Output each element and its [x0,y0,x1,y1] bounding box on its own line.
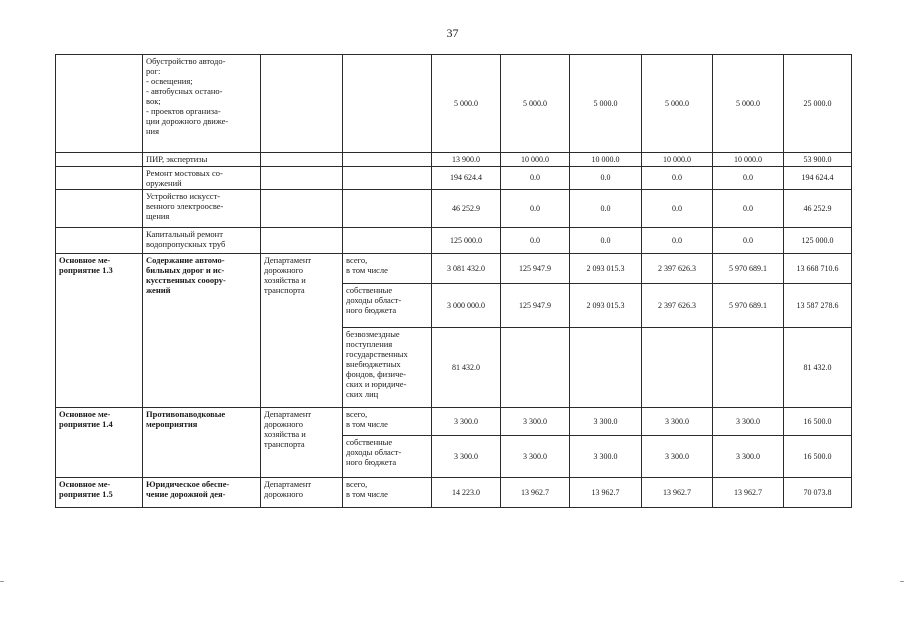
funding-source-cell: всего, в том числе [343,478,432,508]
measure-name-cell: Капитальный ремонт водопропускных труб [143,228,261,254]
funding-source-cell [343,55,432,153]
value-cell: 10 000.0 [501,153,570,167]
funding-source-cell [343,167,432,190]
value-cell: 0.0 [570,167,642,190]
value-cell: 3 300.0 [642,436,713,478]
value-cell: 3 300.0 [713,436,784,478]
value-cell: 16 500.0 [784,408,852,436]
program-code-cell [56,190,143,228]
table-row [56,153,852,167]
value-cell: 81 432.0 [784,328,852,408]
executor-cell [261,190,343,228]
value-cell: 13 900.0 [432,153,501,167]
value-cell: 2 093 015.3 [570,284,642,328]
value-cell: 0.0 [570,190,642,228]
funding-source-cell [343,190,432,228]
measure-name-cell: Обустройство автодо- рог: - освещения; - автобусных останo- вок; - проектов организа- ции дорожного движе- ния [143,55,261,153]
funding-source-cell: безвозмездные поступления государственных внебюджетных фондов, физиче- ских и юридиче- ских лиц [343,328,432,408]
value-cell: 125 000.0 [784,228,852,254]
executor-cell: Департамент дорожного [261,478,343,508]
executor-cell [261,167,343,190]
measure-name-cell: ПИР, экспертизы [143,153,261,167]
value-cell: 194 624.4 [784,167,852,190]
value-cell: 5 000.0 [713,55,784,153]
value-cell: 10 000.0 [570,153,642,167]
value-cell: 13 962.7 [501,478,570,508]
funding-source-cell [343,153,432,167]
table-row [56,190,852,228]
value-cell: 53 900.0 [784,153,852,167]
value-cell: 25 000.0 [784,55,852,153]
value-cell: 13 962.7 [642,478,713,508]
value-cell: 2 397 626.3 [642,254,713,284]
program-code-cell [56,167,143,190]
budget-table [55,54,852,508]
value-cell: 13 962.7 [713,478,784,508]
value-cell [501,328,570,408]
value-cell: 3 300.0 [432,436,501,478]
funding-source-cell: всего, в том числе [343,408,432,436]
table-row [56,478,852,508]
program-code-cell [56,55,143,153]
value-cell: 0.0 [501,190,570,228]
activity-code-cell: Основное ме- роприятие 1.4 [56,408,143,478]
executor-cell [261,55,343,153]
value-cell [642,328,713,408]
funding-source-cell [343,228,432,254]
value-cell: 0.0 [642,167,713,190]
activity-name-cell: Содержание автомо- бильных дорог и ис- кусственных сооору- жений [143,254,261,408]
edge-mark [900,581,904,582]
value-cell: 125 000.0 [432,228,501,254]
value-cell: 3 300.0 [501,436,570,478]
value-cell: 46 252.9 [432,190,501,228]
value-cell: 2 397 626.3 [642,284,713,328]
table-row [56,167,852,190]
value-cell: 10 000.0 [642,153,713,167]
funding-source-cell: собственные доходы област- ного бюджета [343,436,432,478]
value-cell: 81 432.0 [432,328,501,408]
value-cell: 0.0 [713,190,784,228]
value-cell: 3 300.0 [570,436,642,478]
activity-code-cell: Основное ме- роприятие 1.3 [56,254,143,408]
value-cell: 5 000.0 [501,55,570,153]
value-cell: 125 947.9 [501,254,570,284]
value-cell: 5 970 689.1 [713,254,784,284]
value-cell: 2 093 015.3 [570,254,642,284]
value-cell: 0.0 [642,228,713,254]
executor-cell [261,153,343,167]
value-cell: 5 000.0 [570,55,642,153]
funding-source-cell: собственные доходы област- ного бюджета [343,284,432,328]
value-cell [570,328,642,408]
value-cell: 5 970 689.1 [713,284,784,328]
executor-cell: Департамент дорожного хозяйства и транспорта [261,408,343,478]
value-cell: 16 500.0 [784,436,852,478]
value-cell: 3 300.0 [642,408,713,436]
value-cell: 0.0 [713,167,784,190]
table-row [56,254,852,284]
program-code-cell [56,228,143,254]
value-cell: 3 300.0 [501,408,570,436]
table-row [56,408,852,436]
measure-name-cell: Ремонт мостовых со- оружений [143,167,261,190]
value-cell: 13 587 278.6 [784,284,852,328]
value-cell: 0.0 [713,228,784,254]
value-cell: 70 073.8 [784,478,852,508]
value-cell: 46 252.9 [784,190,852,228]
executor-cell: Департамент дорожного хозяйства и транспорта [261,254,343,408]
value-cell: 10 000.0 [713,153,784,167]
table-row [56,55,852,153]
activity-name-cell: Юридическое обеспе- чение дорожной дея- [143,478,261,508]
page-number: 37 [446,26,459,40]
activity-code-cell: Основное ме- роприятие 1.5 [56,478,143,508]
activity-name-cell: Противопаводковые мероприятия [143,408,261,478]
value-cell: 14 223.0 [432,478,501,508]
executor-cell [261,228,343,254]
measure-name-cell: Устройство искусст- венного электроосве- щения [143,190,261,228]
value-cell: 0.0 [501,228,570,254]
value-cell: 0.0 [570,228,642,254]
value-cell: 3 000 000.0 [432,284,501,328]
funding-source-cell: всего, в том числе [343,254,432,284]
value-cell: 3 300.0 [570,408,642,436]
value-cell: 125 947.9 [501,284,570,328]
edge-mark [0,581,4,582]
value-cell: 3 300.0 [713,408,784,436]
value-cell: 5 000.0 [432,55,501,153]
value-cell: 13 668 710.6 [784,254,852,284]
value-cell: 5 000.0 [642,55,713,153]
value-cell: 3 300.0 [432,408,501,436]
value-cell: 0.0 [501,167,570,190]
value-cell: 13 962.7 [570,478,642,508]
value-cell: 194 624.4 [432,167,501,190]
value-cell: 3 081 432.0 [432,254,501,284]
table-row [56,228,852,254]
value-cell: 0.0 [642,190,713,228]
program-code-cell [56,153,143,167]
value-cell [713,328,784,408]
